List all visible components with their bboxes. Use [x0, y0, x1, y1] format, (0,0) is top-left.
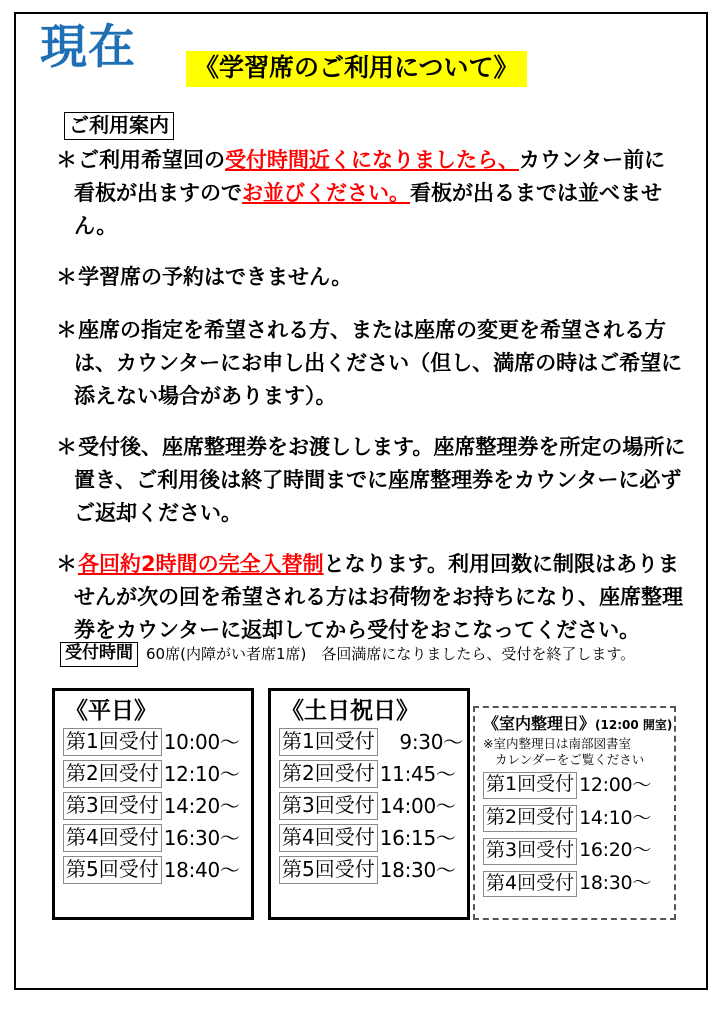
emphasis-text: 受付時間近くになりましたら、 — [225, 148, 519, 172]
schedule-title-weekday: 《平日》 — [65, 698, 157, 724]
paragraph-text: ご利用希望回の — [78, 148, 225, 172]
schedule-row — [63, 728, 251, 756]
schedule-session-label: 第1回受付 — [279, 728, 378, 756]
schedule-session-label: 第1回受付 — [63, 728, 162, 756]
paragraph-bullet: ＊ — [56, 318, 77, 342]
emphasis-text: お並びください。 — [242, 181, 410, 205]
schedule-box-cleanup-day — [473, 706, 676, 920]
guide-section-label: ご利用案内 — [64, 112, 174, 140]
schedule-session-label: 第3回受付 — [63, 792, 162, 820]
schedule-session-label: 第4回受付 — [279, 824, 378, 852]
cleanup-day-note-line1: ※室内整理日は南部図書室 — [483, 735, 631, 751]
paragraph-bullet: ＊ — [56, 552, 77, 576]
page-title: 《学習席のご利用について》 — [186, 51, 527, 87]
schedule-session-time: 10:00〜 — [163, 729, 240, 754]
paragraph-bullet: ＊ — [56, 265, 77, 289]
paragraph-bullet: ＊ — [56, 148, 77, 172]
schedule-row — [279, 856, 467, 884]
schedule-row — [483, 805, 674, 832]
schedule-session-time: 18:30〜 — [379, 857, 456, 882]
schedule-session-label: 第2回受付 — [483, 805, 577, 832]
guide-paragraph — [56, 144, 686, 243]
guide-paragraph — [56, 548, 686, 647]
schedule-row — [63, 760, 251, 788]
schedule-session-time: 16:30〜 — [163, 825, 240, 850]
schedule-row — [483, 838, 674, 865]
schedule-session-time: 12:10〜 — [163, 761, 240, 786]
schedule-row — [63, 856, 251, 884]
paragraph-text: 座席の指定を希望される方、または座席の変更を希望される方は、カウンターにお申し出ください（但し、満席の時はご希望に添えない場合があります）。 — [74, 318, 683, 408]
schedule-rows-weekday — [55, 728, 251, 884]
cleanup-day-note — [483, 736, 674, 770]
schedule-rows-cleanup-day — [475, 772, 674, 897]
schedule-row — [63, 824, 251, 852]
schedule-session-time: 16:20〜 — [579, 839, 652, 862]
schedule-session-label: 第5回受付 — [279, 856, 378, 884]
schedule-session-label: 第4回受付 — [63, 824, 162, 852]
schedule-session-time: 18:40〜 — [163, 857, 240, 882]
schedule-session-label: 第2回受付 — [63, 760, 162, 788]
guide-paragraph — [56, 261, 686, 294]
cleanup-day-note-line2: カレンダーをご覧ください — [495, 752, 645, 768]
schedule-session-label: 第5回受付 — [63, 856, 162, 884]
paragraph-text: 看板が出るまでは並べません。 — [74, 181, 662, 238]
schedule-session-time: 18:30〜 — [579, 872, 652, 895]
paragraph-text: 学習席の予約はできません。 — [78, 265, 353, 289]
schedule-row — [483, 772, 674, 799]
schedule-row — [279, 728, 467, 756]
schedule-title-cleanup-main: 《室内整理日》 — [483, 714, 596, 733]
schedule-session-label: 第3回受付 — [279, 792, 378, 820]
schedule-title-cleanup-day — [483, 715, 674, 733]
schedule-session-time: 12:00〜 — [579, 773, 652, 796]
schedule-session-time: 9:30〜 — [379, 729, 463, 754]
paragraph-text: カウンター前に看板が出ますので — [74, 148, 666, 205]
schedule-session-time: 14:20〜 — [163, 793, 240, 818]
paragraph-text: となります。利用回数に制限はありませんが次の回を希望される方はお荷物をお持ちになり、座席整理券をカウンターに返却してから受付をおこなってください。 — [74, 552, 683, 642]
paragraph-bullet: ＊ — [56, 435, 77, 459]
schedule-row — [63, 792, 251, 820]
schedule-row — [279, 824, 467, 852]
schedule-session-time: 14:00〜 — [379, 793, 456, 818]
schedule-rows-weekend — [271, 728, 467, 884]
schedule-row — [483, 871, 674, 898]
schedule-box-weekday — [52, 688, 254, 920]
schedule-session-time: 14:10〜 — [579, 806, 652, 829]
guide-paragraph — [56, 431, 686, 530]
reception-time-label: 受付時間 — [60, 642, 138, 667]
schedule-session-label: 第3回受付 — [483, 838, 577, 865]
schedule-title-weekend: 《土日祝日》 — [281, 698, 419, 724]
guide-paragraph — [56, 314, 686, 413]
schedule-session-time: 11:45〜 — [379, 761, 456, 786]
schedule-session-label: 第2回受付 — [279, 760, 378, 788]
schedule-row — [279, 760, 467, 788]
emphasis-text: 各回約2時間の完全入替制 — [78, 552, 324, 576]
schedule-session-time: 16:15〜 — [379, 825, 456, 850]
page-header — [40, 20, 690, 90]
schedule-row — [279, 792, 467, 820]
reception-time-note — [60, 642, 680, 667]
reception-capacity-text: 60席(内障がい者席1席) 各回満席になりましたら、受付を終了します。 — [146, 645, 636, 664]
schedule-session-label: 第4回受付 — [483, 871, 577, 898]
schedule-session-label: 第1回受付 — [483, 772, 577, 799]
schedule-box-weekend — [268, 688, 470, 920]
schedule-title-cleanup-sub: (12:00 開室) — [595, 718, 673, 732]
paragraph-text: 受付後、座席整理券をお渡しします。座席整理券を所定の場所に置き、ご利用後は終了時間までに座席整理券をカウンターに必ずご返却ください。 — [74, 435, 686, 525]
now-status-label: 現在 — [40, 20, 136, 75]
guide-paragraph-list — [56, 144, 686, 647]
